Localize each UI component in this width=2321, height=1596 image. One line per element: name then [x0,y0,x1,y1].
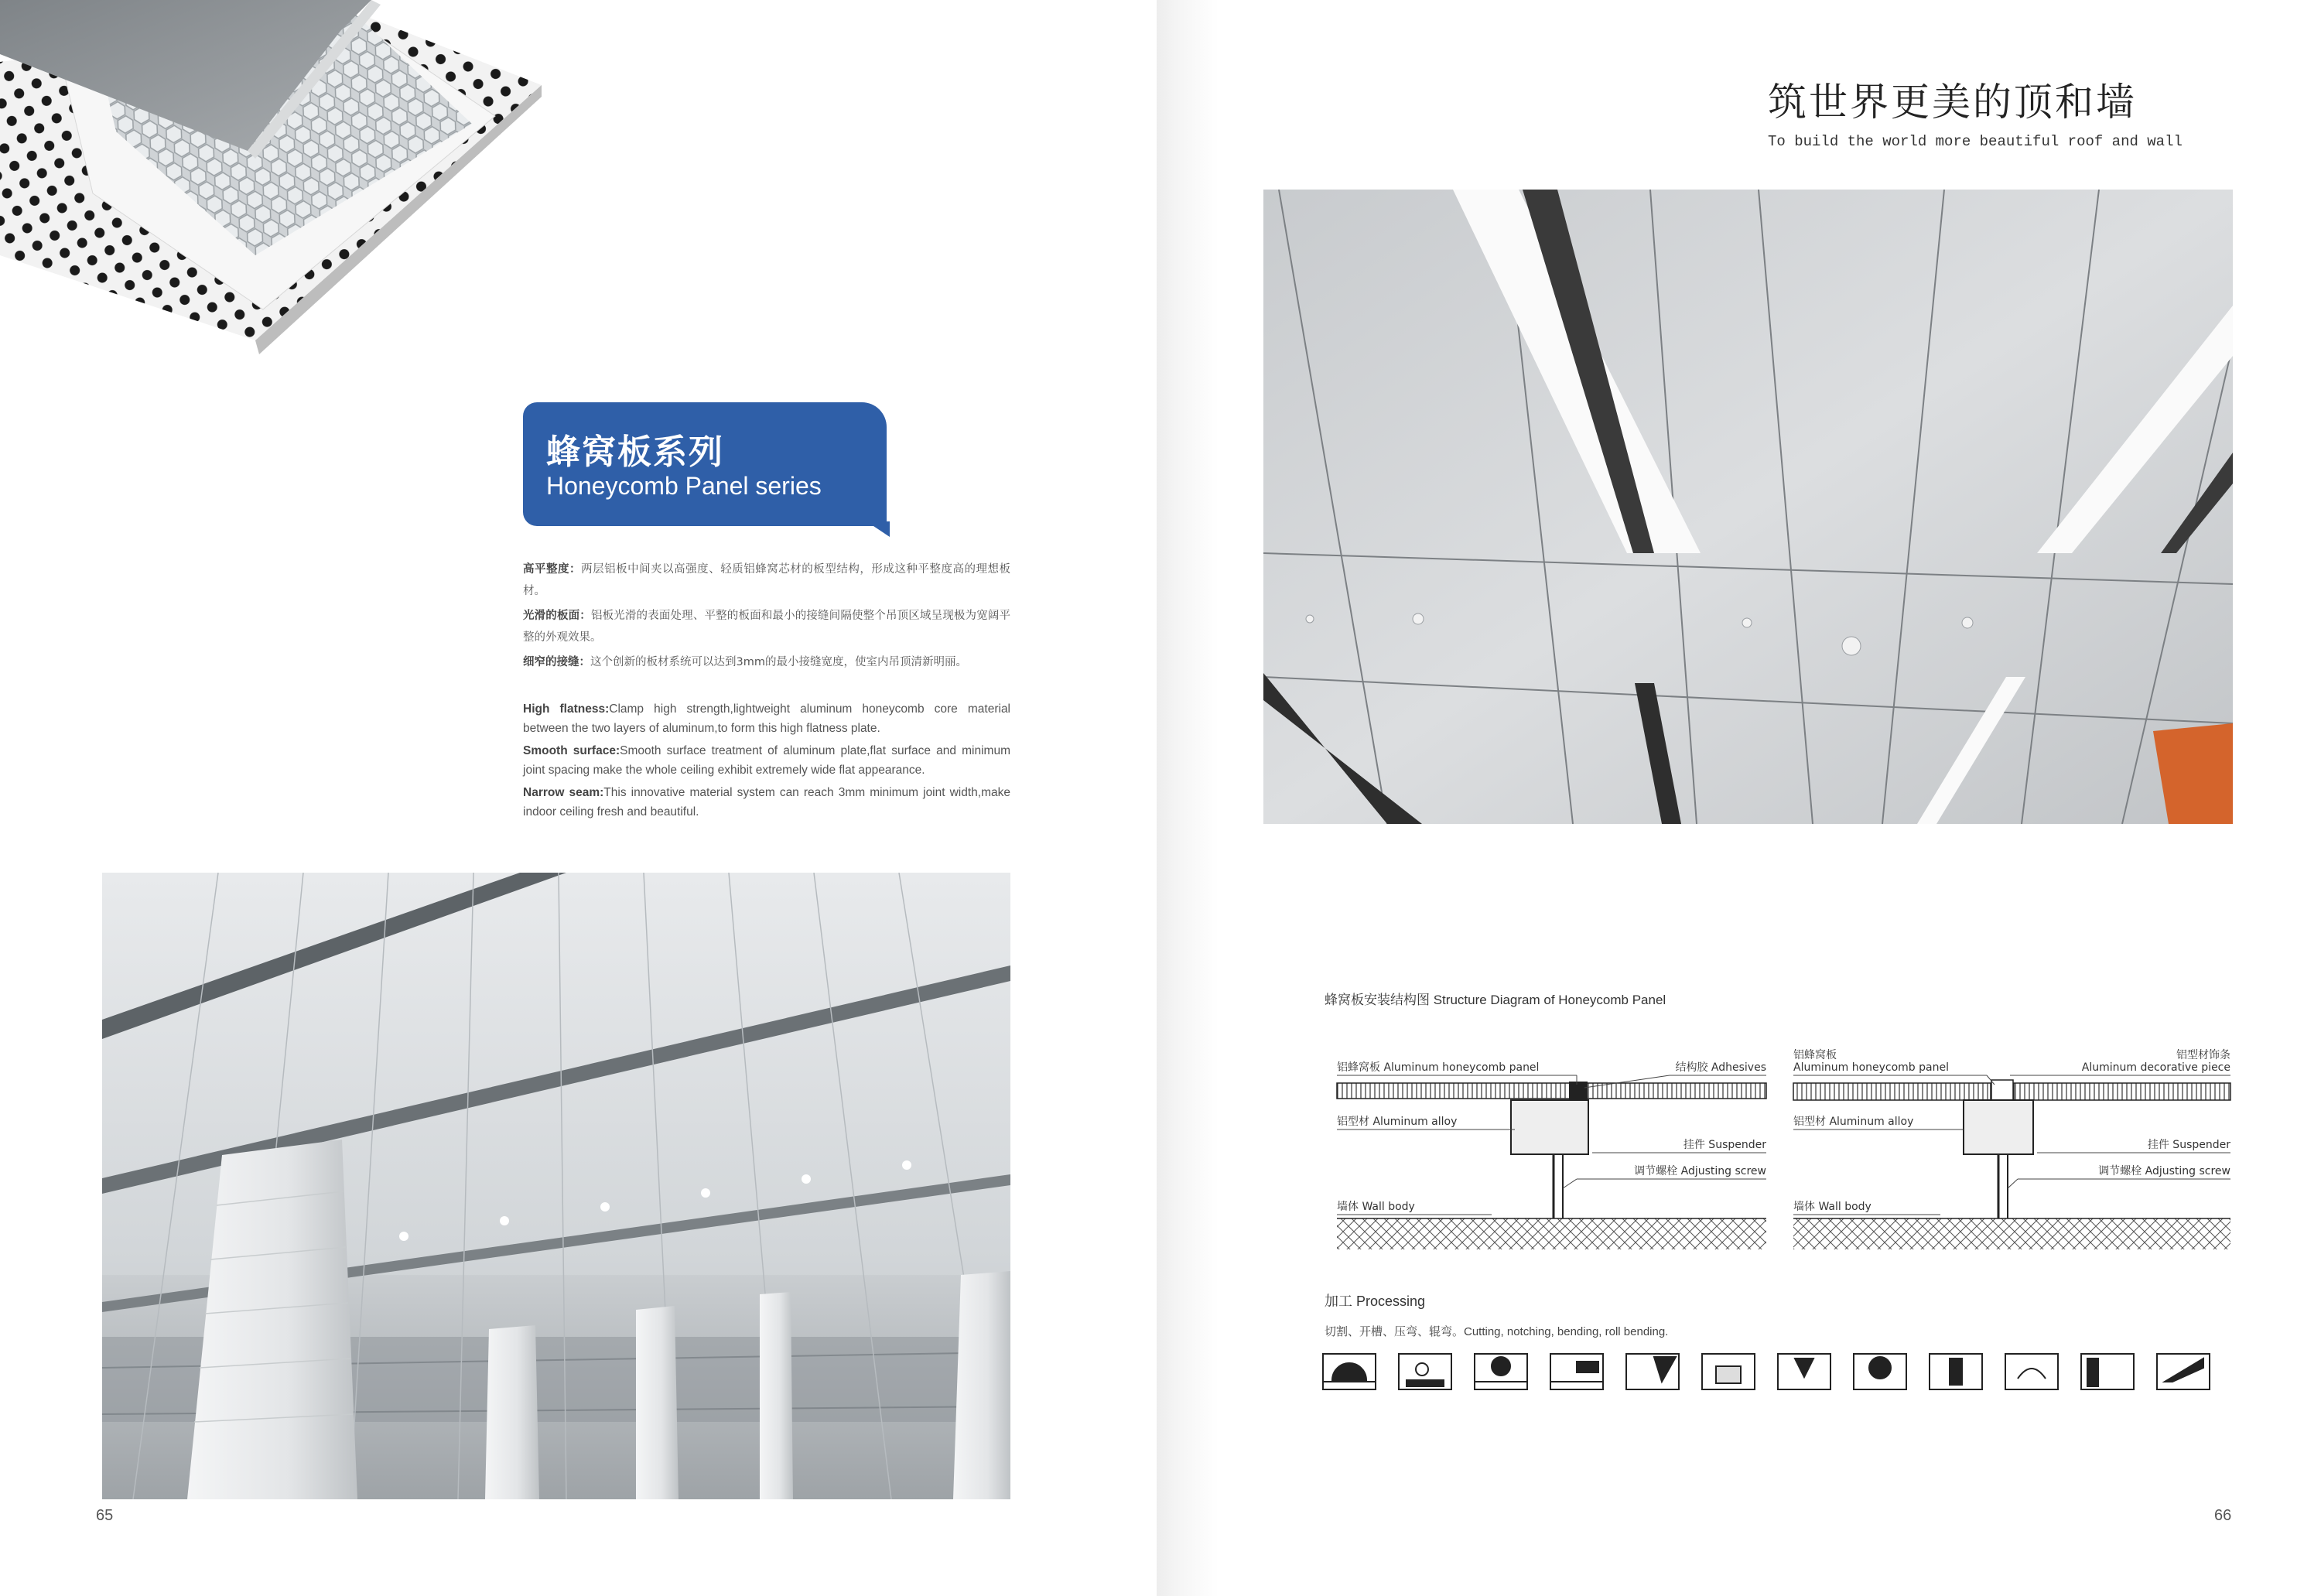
diagram-right [1793,1048,2230,1249]
book-gutter [1157,0,1219,1596]
slogan-cn: 筑世界更美的顶和墙 [1768,80,2137,125]
description-en [523,699,1010,825]
ceiling-panels-photo [1263,190,2233,824]
diag-right-decor-en: Aluminum decorative piece [2081,1061,2230,1074]
diag-left-screw-label: 调节螺栓 Adjusting screw [1634,1165,1766,1177]
diag-left-suspender-label: 挂件 Suspender [1683,1139,1766,1151]
notching-icon-2 [1702,1354,1755,1389]
bending-icon-2 [1778,1354,1830,1389]
honeycomb-panel-product-image [0,0,542,356]
left-page [0,0,1157,1596]
diag-right-suspender-label: 挂件 Suspender [2147,1139,2230,1151]
desc-cn-seam: 细窄的接缝：这个创新的板材系统可以达到3mm的最小接缝宽度，使室内吊顶清新明丽。 [523,656,967,668]
diag-right-panel-en: Aluminum honeycomb panel [1793,1061,1949,1074]
notching-icon-3 [2005,1354,2058,1389]
processing-description: 切割、开槽、压弯、辊弯。Cutting, notching, bending, roll bending. [1325,1325,1669,1338]
desc-cn-flatness: 高平整度：两层铝板中间夹以高强度、轻质铝蜂窝芯材的板型结构，形成这种平整度高的理想板材。 [523,563,1010,597]
cutting-icon-2 [1626,1354,1679,1389]
series-title-cn: 蜂窝板系列 [546,432,724,472]
processing-icons [1321,1351,2234,1394]
diag-right-alloy-label: 铝型材 Aluminum alloy [1793,1116,1914,1128]
diag-right-wall-label: 墙体 Wall body [1793,1201,1871,1213]
diagram-left [1337,1061,1766,1249]
hall-ceiling-photo [102,873,1010,1499]
bending-icon-3 [2081,1354,2134,1389]
roll-bending-icon-2 [1854,1354,1906,1389]
diag-right-panel-cn: 铝蜂窝板 [1793,1049,1837,1061]
description-cn [523,559,1010,676]
diag-left-panel-label: 铝蜂窝板 Aluminum honeycomb panel [1337,1061,1540,1074]
desc-en-smooth: Smooth surface:Smooth surface treatment of aluminum plate,flat surface and minimum joint spacing make the whole ceiling exhibit extremely wide flat appearance. [523,744,1010,777]
desc-cn-smooth: 光滑的板面：铝板光滑的表面处理、平整的板面和最小的接缝间隔使整个吊顶区域呈现极为宽阔平整的外观效果。 [523,610,1011,644]
diag-left-adhesive-label: 结构胶 Adhesives [1675,1061,1766,1074]
processing-title: 加工 Processing [1325,1294,1426,1309]
diag-left-alloy-label: 铝型材 Aluminum alloy [1337,1116,1458,1128]
desc-en-flatness: High flatness:Clamp high strength,lightweight aluminum honeycomb core material between the two layers of aluminum,to form this high flatness plate. [523,702,1011,735]
cutting-icon-1 [1323,1354,1376,1389]
diag-left-wall-label: 墙体 Wall body [1337,1201,1415,1213]
desc-en-seam: Narrow seam:This innovative material system can reach 3mm minimum joint width,make indoor ceiling fresh and beautiful. [523,786,1011,819]
page-number-right: 66 [2214,1507,2232,1524]
series-title-tab [523,402,887,526]
roll-bending-icon-3 [2157,1354,2210,1389]
roll-bending-icon-1 [1550,1354,1603,1389]
cutting-icon-3 [1930,1354,1982,1389]
diag-right-decor-cn: 铝型材饰条 [2176,1049,2230,1061]
page-number-left: 65 [96,1507,114,1524]
notching-icon-1 [1399,1354,1451,1389]
diag-right-screw-label: 调节螺栓 Adjusting screw [2098,1165,2230,1177]
structure-diagram [1321,1037,2234,1253]
series-title-en: Honeycomb Panel series [546,472,822,500]
slogan-en: To build the world more beautiful roof and wall [1768,133,2183,150]
diagram-title: 蜂窝板安装结构图 Structure Diagram of Honeycomb Panel [1325,993,1666,1007]
bending-icon-1 [1475,1354,1527,1389]
